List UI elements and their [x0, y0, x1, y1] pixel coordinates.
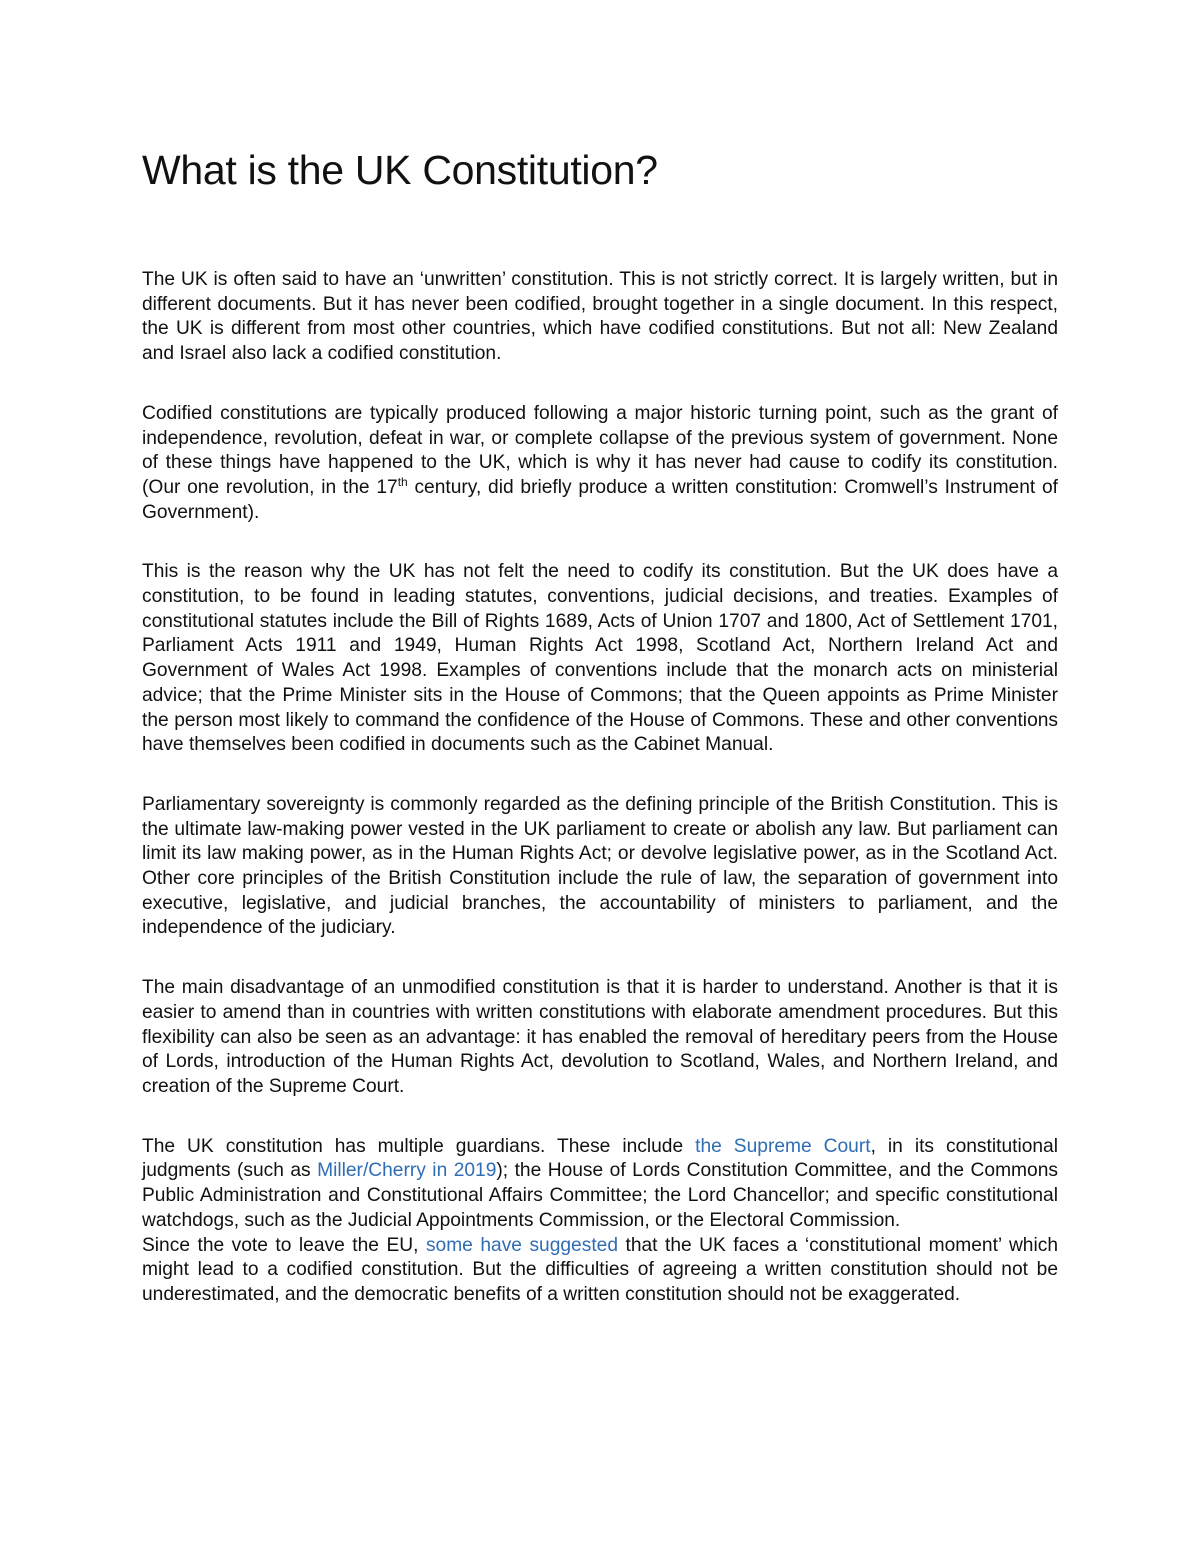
paragraph-codified-constitutions	[142, 402, 1058, 526]
paragraph-guardians	[142, 1135, 1058, 1234]
ordinal-superscript: th	[397, 474, 408, 489]
link-miller-cherry[interactable]: Miller/Cherry in 2019	[317, 1160, 497, 1182]
paragraph-text: Since the vote to leave the EU,	[142, 1234, 426, 1256]
paragraph-text: century, did briefly produce a written constitution: Cromwell’s Instrument of Government).	[142, 476, 1058, 523]
document-page	[142, 140, 1058, 1308]
paragraph-text: ); the House of Lords Constitution Committee, and the Commons Public Administration and Constitutional Affairs Committee; the Lord Chancellor; and specific constitutional watchdogs, such as the Judicial Appointments Commission, or the Electoral Commission.	[142, 1160, 1058, 1231]
paragraph-text: , in its constitutional judgments (such as	[142, 1135, 1058, 1182]
link-supreme-court[interactable]: the Supreme Court	[695, 1135, 871, 1157]
paragraph-constitutional-moment	[142, 1234, 1058, 1308]
page-title: What is the UK Constitution?	[142, 147, 658, 193]
paragraph-text: that the UK faces a ‘constitutional moment’ which might lead to a codified constitution. But the difficulties of agreeing a written constitution should not be underestimated, and the democratic benefits of a written constitution should not be exaggerated.	[142, 1234, 1058, 1305]
link-some-have-suggested[interactable]: some have suggested	[425, 1234, 618, 1256]
paragraph-unwritten-constitution: The UK is often said to have an ‘unwritten’ constitution. This is not strictly correct. It is largely written, but in different documents. But it has never been codified, brought together in a single document. In this respect, the UK is different from most other countries, which have codified constitutions. But not all: New Zealand and Israel also lack a codified constitution.	[142, 269, 1058, 365]
paragraph-parliamentary-sovereignty: Parliamentary sovereignty is commonly regarded as the defining principle of the British Constitution. This is the ultimate law-making power vested in the UK parliament to create or abolish any law. But parliament can limit its law making power, as in the Human Rights Act; or devolve legislative power, as in the Scotland Act. Other core principles of the British Constitution include the rule of law, the separation of government into executive, legislative, and judicial branches, the accountability of ministers to parliament, and the independence of the judiciary.	[142, 793, 1058, 939]
paragraph-text: The UK constitution has multiple guardians. These include	[142, 1135, 696, 1157]
paragraph-disadvantages: The main disadvantage of an unmodified constitution is that it is harder to understand. Another is that it is easier to amend than in countries with written constitutions with elaborate amendment procedures. But this flexibility can also be seen as an advantage: it has enabled the removal of hereditary peers from the House of Lords, introduction of the Human Rights Act, devolution to Scotland, Wales, and Northern Ireland, and creation of the Supreme Court.	[142, 977, 1058, 1097]
paragraph-sources-of-constitution: This is the reason why the UK has not felt the need to codify its constitution. But the UK does have a constitution, to be found in leading statutes, conventions, judicial decisions, and treaties. Examples of constitutional statutes include the Bill of Rights 1689, Acts of Union 1707 and 1800, Act of Settlement 1701, Parliament Acts 1911 and 1949, Human Rights Act 1998, Scotland Act, Northern Ireland Act and Government of Wales Act 1998. Examples of conventions include that the monarch acts on ministerial advice; that the Prime Minister sits in the House of Commons; that the Queen appoints as Prime Minister the person most likely to command the confidence of the House of Commons. These and other conventions have themselves been codified in documents such as the Cabinet Manual.	[142, 561, 1058, 756]
paragraph-text: Codified constitutions are typically produced following a major historic turning point, such as the grant of independence, revolution, defeat in war, or complete collapse of the previous system of government. None of these things have happened to the UK, which is why it has never had cause to codify its constitution. (Our one revolution, in the 17	[142, 402, 1058, 498]
